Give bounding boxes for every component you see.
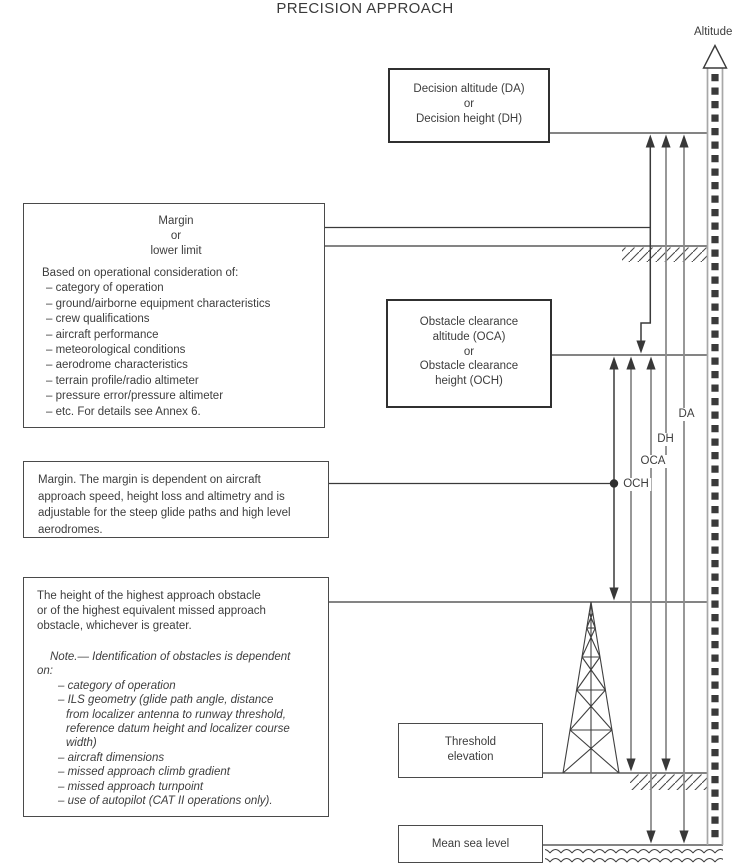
oca-box-line: Obstacle clearance: [419, 360, 519, 373]
oca-box-line: or: [463, 345, 475, 358]
obstacle-clearance-box: [386, 299, 552, 408]
mean-sea-level-box: [398, 825, 543, 863]
threshold-ground-hatch: [630, 775, 707, 791]
note-line: on:: [37, 665, 53, 678]
callout-line: lower limit: [150, 244, 202, 257]
callout-line: Margin: [158, 215, 194, 227]
callout-line: or: [170, 229, 182, 242]
margin-box-text: [38, 472, 291, 538]
page-title: PRECISION APPROACH: [276, 0, 454, 17]
och-measure-label: OCH: [623, 477, 649, 490]
decision-altitude-box: [388, 68, 550, 143]
altitude-axis-label: Altitude: [694, 26, 733, 38]
oca-box-line: altitude (OCA): [432, 330, 506, 343]
obstacle-box-line: The height of the highest approach obstacle: [37, 590, 261, 602]
considerations-item: – ground/airborne equipment characteristics: [46, 297, 271, 310]
obstacle-box-line: obstacle, whichever is greater.: [37, 620, 192, 632]
sea-waves: [545, 846, 723, 864]
threshold-elevation-box: [398, 723, 543, 778]
considerations-item: – aerodrome characteristics: [46, 359, 188, 372]
lower-limit-ground-hatch: [622, 248, 707, 263]
considerations-intro: Based on operational consideration of:: [42, 267, 239, 279]
considerations-item: – aircraft performance: [46, 328, 159, 341]
threshold-line-label: Threshold: [444, 736, 497, 748]
considerations-item: – etc. For details see Annex 6.: [46, 405, 201, 418]
oca-measure-label: OCA: [640, 455, 666, 467]
note-line: from localizer antenna to runway threshold,: [66, 708, 286, 721]
note-line: – aircraft dimensions: [58, 751, 165, 764]
da-measure-label: DA: [678, 408, 695, 420]
obstacle-box-note: [37, 650, 290, 808]
da-oca-margin-line: [641, 141, 650, 341]
note-line: width): [66, 737, 97, 750]
considerations-item: – category of operation: [46, 282, 164, 295]
obstacle-tower: [563, 602, 619, 773]
msl-label: Mean sea level: [431, 838, 510, 850]
note-line: Note.— Identification of obstacles is dependent: [50, 651, 291, 663]
margin-box-line: Margin. The margin is dependent on aircraft: [38, 474, 261, 486]
decision-line: or: [463, 98, 475, 111]
obstacle-box-line: or of the highest equivalent missed approach: [37, 605, 266, 617]
oca-box-line: height (OCH): [435, 375, 503, 388]
decision-line: Decision altitude (DA): [413, 83, 525, 95]
margin-box-line: aerodromes.: [38, 523, 103, 536]
note-line: – ILS geometry (glide path angle, distance: [58, 694, 274, 707]
threshold-line-label: elevation: [447, 751, 494, 764]
dh-measure-label: DH: [657, 433, 674, 445]
considerations-item: – pressure error/pressure altimeter: [46, 390, 224, 403]
obstacle-box-paragraph: [37, 589, 266, 634]
considerations-list: [42, 266, 270, 420]
note-line: reference datum height and localizer course: [66, 723, 290, 736]
note-line: – missed approach climb gradient: [58, 766, 230, 779]
margin-box-line: adjustable for the steep glide paths and high level: [38, 507, 291, 520]
note-line: – category of operation: [58, 679, 176, 692]
oca-box-line: Obstacle clearance: [419, 316, 519, 328]
och-bullet: [610, 479, 618, 487]
margin-lower-limit-callout: [95, 214, 257, 258]
note-line: – missed approach turnpoint: [58, 780, 204, 793]
margin-box-line: approach speed, height loss and altimetry and is: [38, 490, 285, 503]
altitude-axis: [704, 46, 727, 846]
considerations-item: – terrain profile/radio altimeter: [46, 374, 199, 387]
considerations-item: – meteorological conditions: [46, 344, 186, 357]
decision-line: Decision height (DH): [415, 113, 523, 126]
axis-arrowhead-icon: [704, 46, 727, 69]
considerations-item: – crew qualifications: [46, 313, 150, 326]
note-line: – use of autopilot (CAT II operations only).: [58, 795, 273, 808]
